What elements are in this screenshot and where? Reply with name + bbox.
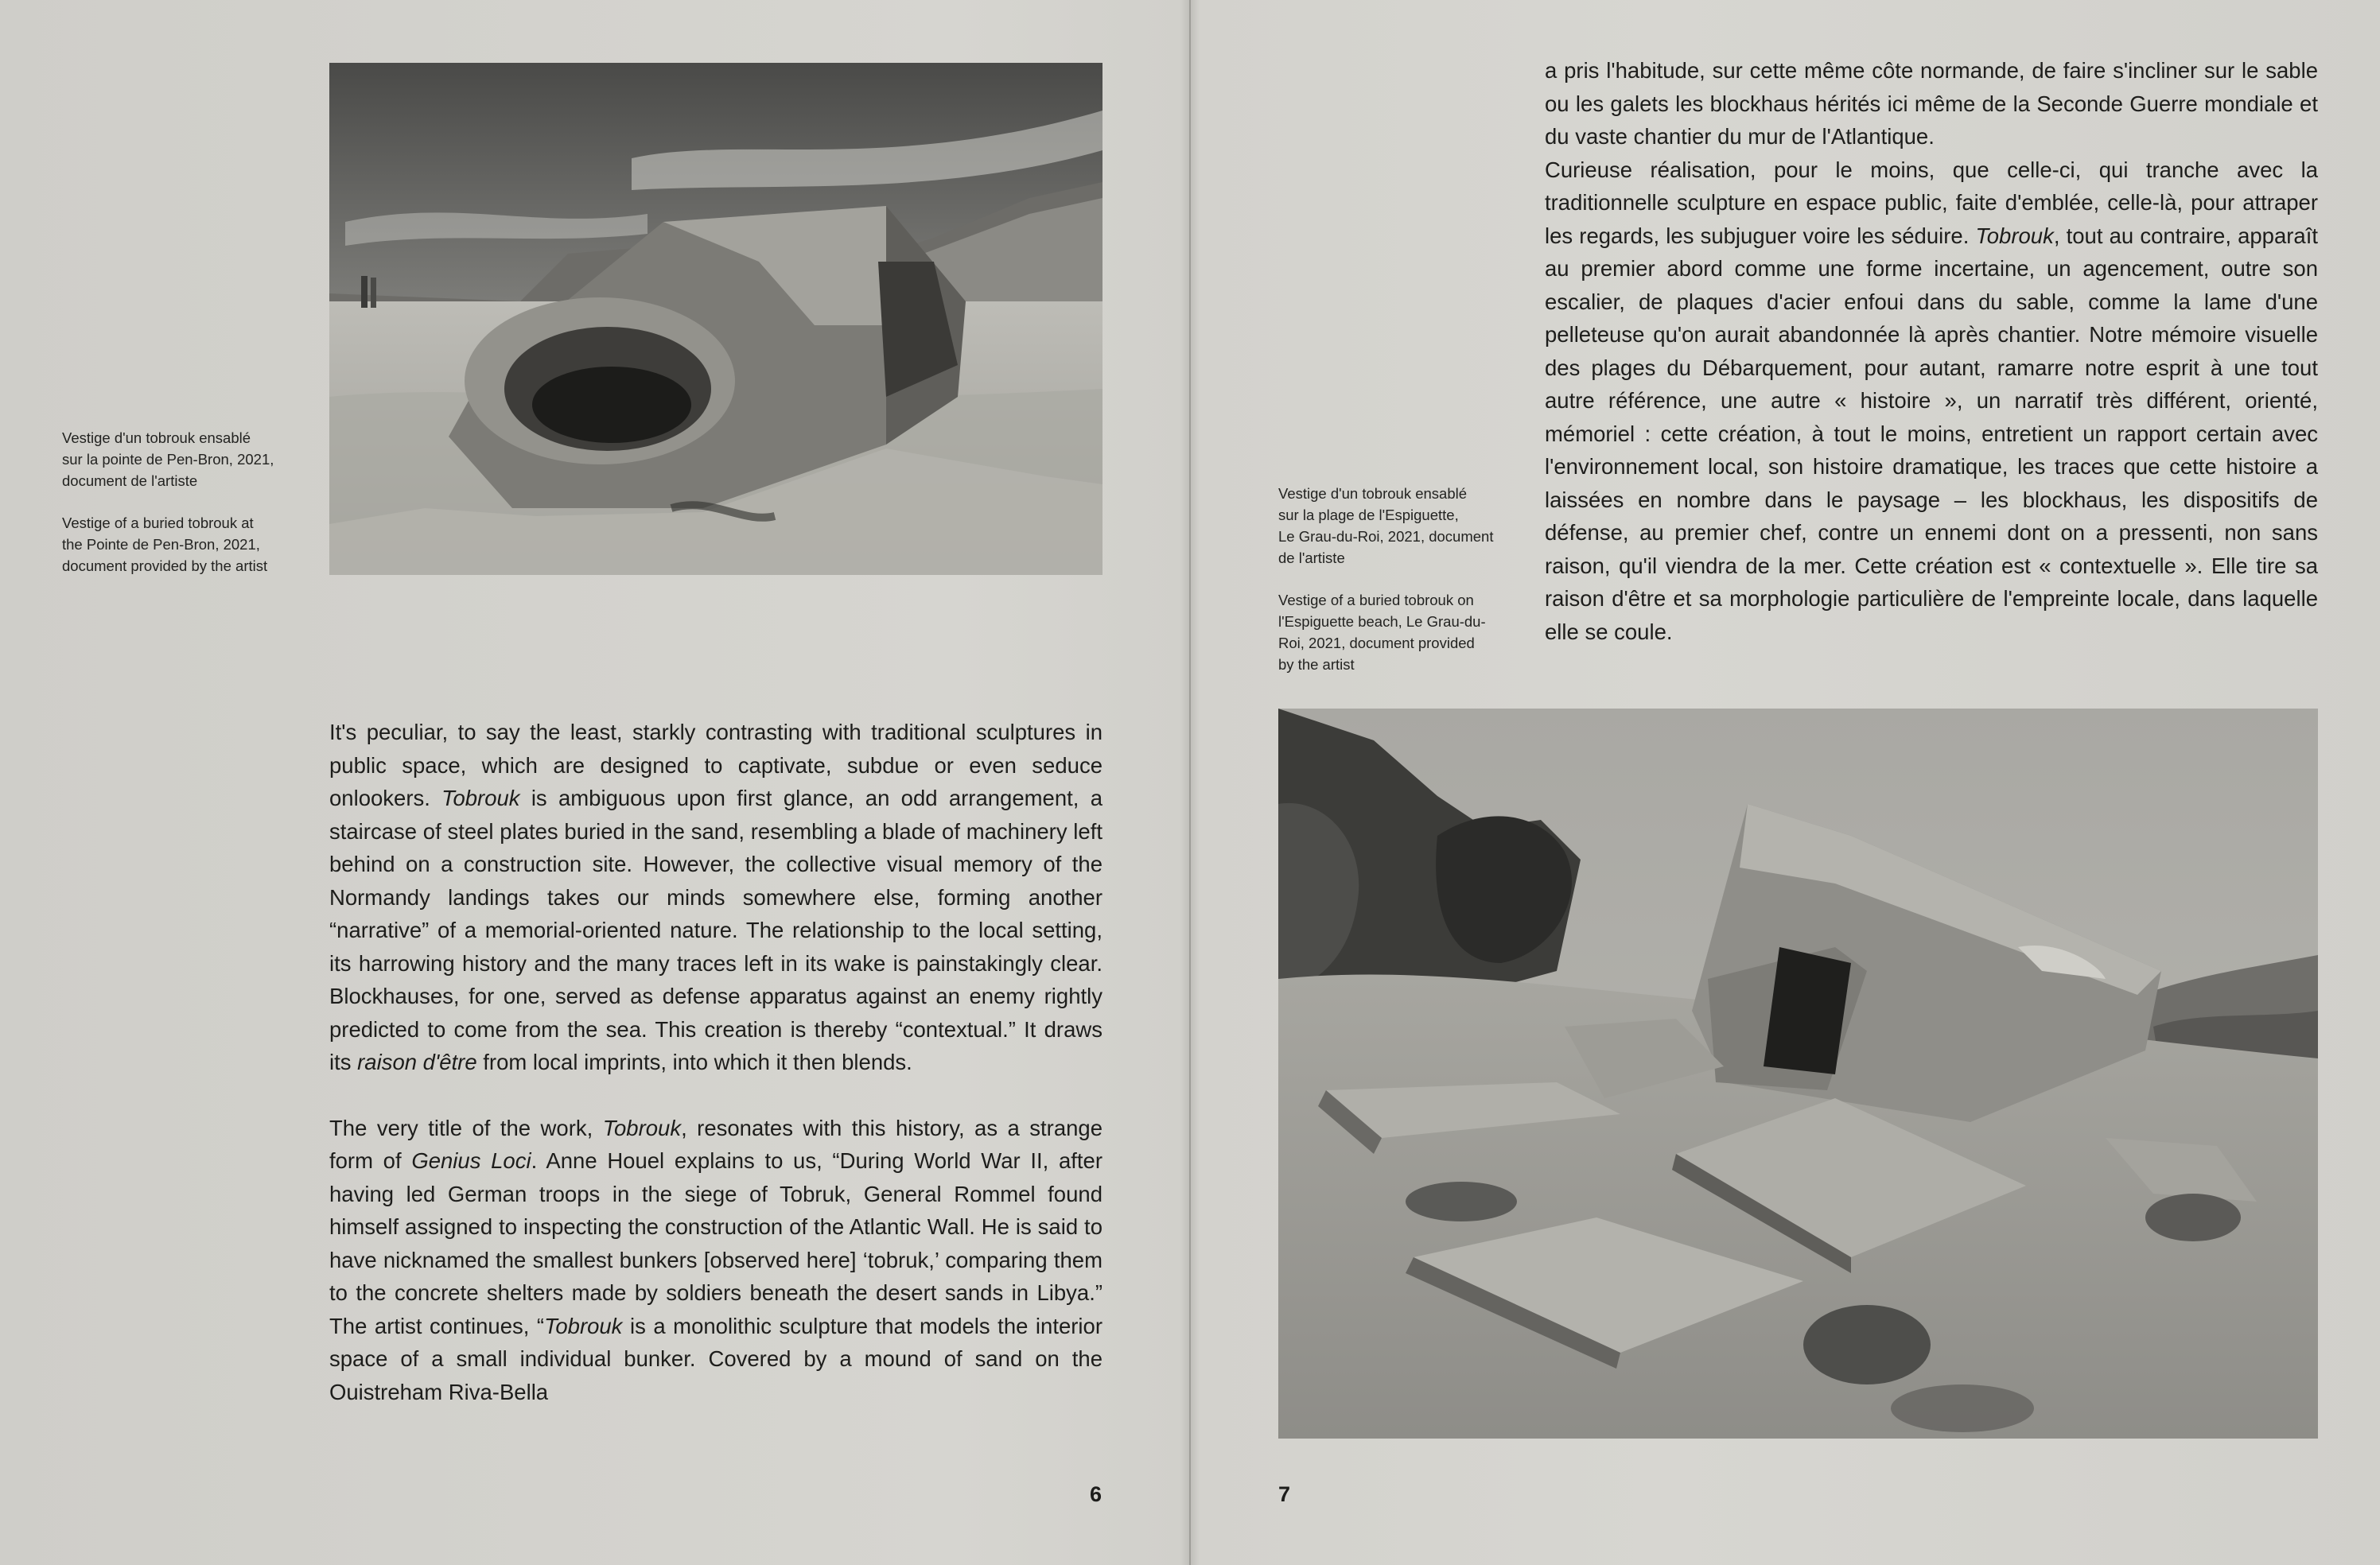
page-number-right: 7 bbox=[1278, 1482, 1291, 1506]
italic-title: Tobrouk bbox=[441, 786, 520, 810]
left-paragraph-2 bbox=[329, 1112, 1102, 1409]
left-body-text bbox=[329, 716, 1102, 1408]
italic-phrase: raison d'être bbox=[357, 1050, 477, 1074]
italic-title: Tobrouk bbox=[602, 1115, 682, 1140]
text-run: is a monolithic sculpture that models the interior space of a small individual bunker. Covered by a mound of sand on the Ouistreham Riva-Bella bbox=[329, 1313, 1102, 1404]
left-photo-caption bbox=[62, 427, 309, 577]
text-run: is ambiguous upon first glance, an odd arrangement, a staircase of steel plates buried in the sand, resembling a blade of machinery left behind on a construction site. However, the collective visual memory of the Normandy landings takes our minds somewhere else, forming another “narrative” of a memorial-oriented nature. The relationship to the local setting, its harrowing history and the many traces left in its wake is painstakingly clear. Blockhauses, for one, served as defense apparatus against an enemy rightly predicted to come from the sea. This creation is thereby “contextual.” It draws its bbox=[329, 786, 1102, 1074]
page-number-left: 6 bbox=[1090, 1482, 1102, 1506]
left-caption-french: Vestige d'un tobrouk ensablé sur la pointe de Pen-Bron, 2021, document de l'artiste bbox=[62, 429, 274, 489]
italic-title: Tobrouk bbox=[544, 1313, 623, 1338]
text-run: Curieuse réalisation, pour le moins, que celle-ci, qui tranche avec la traditionnelle sculpture en espace public, faite d'emblée, celle-là, pour attraper les regards, les subjuguer voire les séduire. bbox=[1545, 157, 2318, 248]
left-caption-english: Vestige of a buried tobrouk at the Pointe de Pen-Bron, 2021, document provided by the artist bbox=[62, 515, 268, 574]
right-paragraph-1: a pris l'habitude, sur cette même côte normande, de faire s'incliner sur le sable ou les galets les blockhaus hérités ici même de la Seconde Guerre mondiale et du vaste chantier du mur de l'Atlantique. bbox=[1545, 58, 2318, 149]
photo-bunker-pen-bron bbox=[329, 63, 1102, 575]
right-paragraph-2 bbox=[1545, 153, 2318, 649]
book-gutter bbox=[1189, 0, 1191, 1565]
text-run: . Anne Houel explains to us, “During World War II, after having led German troops in the siege of Tobruk, General Rommel found himself assigned to inspecting the construction of the Atlantic Wall. He is said to have nicknamed the smallest bunkers [observed here] ‘tobruk,’ comparing them to the concrete shelters made by soldiers beneath the desert sands in Libya.” The artist continues, “ bbox=[329, 1148, 1102, 1338]
text-run: , resonates with this history, as a strange form of bbox=[329, 1115, 1103, 1173]
right-photo-caption bbox=[1278, 483, 1533, 675]
text-run: The very title of the work, bbox=[329, 1115, 603, 1140]
italic-title: Tobrouk bbox=[1975, 223, 2054, 248]
text-run: , tout au contraire, apparaît au premier abord comme une forme incertaine, un agencement, outre son escalier, de plaques d'acier enfoui dans du sable, comme la lame d'une pelleteuse qu'on aurait abandonnée là après chantier. Notre mémoire visuelle des plages du Débarquement, pour autant, ramarre notre esprit à une tout autre référence, une autre « histoire », un narratif très différent, orienté, mémoriel : cette création, à tout le moins, entretient un rapport certain avec l'environnement local, son histoire dramatique, les traces que cette histoire a laissées en nombre dans le paysage – les blockhaus, les dispositifs de défense, au premier chef, contre un ennemi dont on a pressenti, non sans raison, qu'il viendra de la mer. Cette création est « contextuelle ». Elle tire sa raison d'être et sa morphologie particulière de l'empreinte locale, dans laquelle elle se coule. bbox=[1545, 223, 2318, 644]
right-caption-english: Vestige of a buried tobrouk on l'Espiguette beach, Le Grau-du- Roi, 2021, document provided by the artist bbox=[1278, 592, 1486, 673]
right-caption-french: Vestige d'un tobrouk ensablé sur la plage de l'Espiguette, Le Grau-du-Roi, 2021, document de l'artiste bbox=[1278, 485, 1494, 566]
left-paragraph-1 bbox=[329, 716, 1102, 1079]
text-run: from local imprints, into which it then blends. bbox=[476, 1050, 912, 1074]
photo-bunker-espiguette bbox=[1278, 709, 2318, 1439]
text-run: It's peculiar, to say the least, starkly contrasting with traditional sculptures in public space, which are designed to captivate, subdue or even seduce onlookers. bbox=[329, 720, 1102, 810]
right-body-text bbox=[1545, 54, 2318, 648]
italic-phrase: Genius Loci bbox=[411, 1148, 531, 1173]
